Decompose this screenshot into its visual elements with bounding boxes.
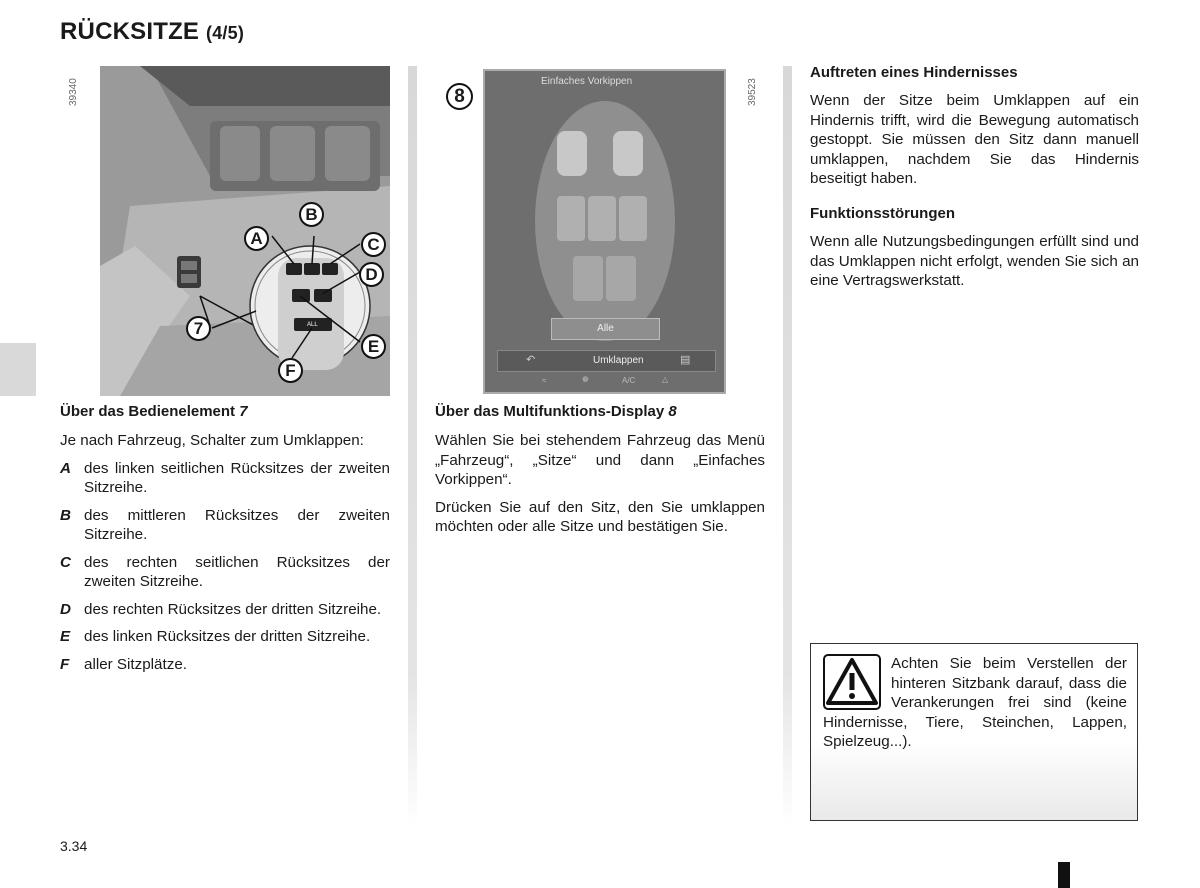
switch-key: C <box>60 553 71 571</box>
all-button-label: ALL <box>307 322 318 328</box>
control-heading-number: 7 <box>239 403 248 420</box>
page-title-main: RÜCKSITZE <box>60 18 200 45</box>
display-paragraph-1: Wählen Sie bei stehendem Fahrzeug das Menü „Fahrzeug“, „Sitze“ und dann „Einfaches Vorkippen“. <box>435 432 765 488</box>
switch-item <box>60 627 390 647</box>
display-paragraph-2: Drücken Sie auf den Sitz, den Sie umklappen möchten oder alle Sitze und bestätigen Sie. <box>435 498 765 535</box>
display-description <box>435 431 765 545</box>
switch-text: aller Sitzplätze. <box>84 655 187 673</box>
switch-text: des linken seitlichen Rücksitzes der zweiten Sitzreihe. <box>84 459 390 496</box>
switch-text: des rechten Rücksitzes der dritten Sitzreihe. <box>84 600 382 618</box>
trunk-illustration <box>60 66 390 396</box>
switch-item <box>60 600 390 620</box>
fan-icon[interactable]: ❁ <box>582 375 589 384</box>
bottom-action-bar <box>497 350 716 372</box>
warning-box <box>810 643 1138 821</box>
control-heading <box>60 403 248 420</box>
back-icon[interactable]: ↶ <box>526 354 536 366</box>
switch-list <box>60 459 390 675</box>
column-divider-1 <box>408 66 417 826</box>
switch-item <box>60 553 390 592</box>
control-intro: Je nach Fahrzeug, Schalter zum Umklappen: <box>60 432 364 449</box>
figure-number: 39523 <box>747 78 758 106</box>
switch-key: E <box>60 628 71 645</box>
callout-b: B <box>299 202 324 227</box>
switch-key: D <box>60 600 71 618</box>
switch-item <box>60 506 390 545</box>
figure-multifunction-display <box>435 66 765 396</box>
control-description <box>60 431 390 682</box>
callout-f: F <box>278 358 303 383</box>
switch-item <box>60 655 390 675</box>
climate-bar <box>497 374 714 390</box>
figure-trunk-controls <box>60 66 390 396</box>
all-seats-button[interactable] <box>551 318 660 340</box>
page-title-sub: (4/5) <box>206 23 245 43</box>
display-screen <box>483 69 726 394</box>
menu-icon[interactable]: ▤ <box>680 354 691 366</box>
malfunction-heading: Funktionsstörungen <box>810 205 955 222</box>
warning-triangle-icon <box>823 654 881 710</box>
column-divider-2 <box>783 66 792 826</box>
switch-key: B <box>60 506 71 524</box>
defrost-icon[interactable]: △ <box>662 375 669 384</box>
figure-number: 39340 <box>68 78 79 106</box>
warning-text: Achten Sie beim Verstellen der hinteren Sitzbank darauf, dass die Verankerungen frei sind (keine Hindernisse, Tiere, Steinchen, Lappen, Spielzeug...). <box>823 655 1127 750</box>
switch-text: des mittleren Rücksitzes der zweiten Sitzreihe. <box>84 506 390 543</box>
switch-text: des linken Rücksitzes der dritten Sitzreihe. <box>84 628 371 645</box>
warning-content <box>823 654 1127 752</box>
display-heading-prefix: Über das Multifunktions-Display <box>435 403 665 420</box>
callout-d: D <box>359 262 384 287</box>
callout-a: A <box>244 226 269 251</box>
page-title <box>60 18 244 46</box>
ac-button[interactable]: A/C <box>622 376 636 385</box>
obstacle-paragraph: Wenn der Sitze beim Umklappen auf ein Hindernis trifft, wird die Bewegung automatisch gestoppt. Sie müssen den Sitz dann manuell umklappen, nachdem Sie das Hindernis beseitigt haben. <box>810 92 1139 187</box>
switch-key: A <box>60 459 71 477</box>
callout-c: C <box>361 232 386 257</box>
seat-map <box>485 71 724 392</box>
all-seats-label: Alle <box>597 323 614 334</box>
fold-button[interactable]: Umklappen <box>593 355 644 366</box>
page-number: 3.34 <box>60 838 88 854</box>
switch-key: F <box>60 655 70 673</box>
side-tab-marker <box>0 343 36 396</box>
obstacle-heading: Auftreten eines Hindernisses <box>810 64 1018 81</box>
control-heading-prefix: Über das Bedienelement <box>60 403 236 420</box>
malfunction-paragraph: Wenn alle Nutzungsbedingungen erfüllt sind und das Umklappen nicht erfolgt, wenden Sie sich an eine Vertragswerkstatt. <box>810 233 1139 289</box>
display-heading <box>435 403 677 420</box>
switch-text: des rechten seitlichen Rücksitzes der zweiten Sitzreihe. <box>84 553 390 590</box>
callout-eight: 8 <box>446 83 473 110</box>
display-heading-number: 8 <box>668 403 677 420</box>
switch-item <box>60 459 390 498</box>
screen-title: Einfaches Vorkippen <box>541 76 633 87</box>
seat-heat-icon[interactable]: ≈ <box>542 376 547 385</box>
callout-seven: 7 <box>186 316 211 341</box>
callout-e: E <box>361 334 386 359</box>
section-end-marker <box>1058 862 1070 888</box>
